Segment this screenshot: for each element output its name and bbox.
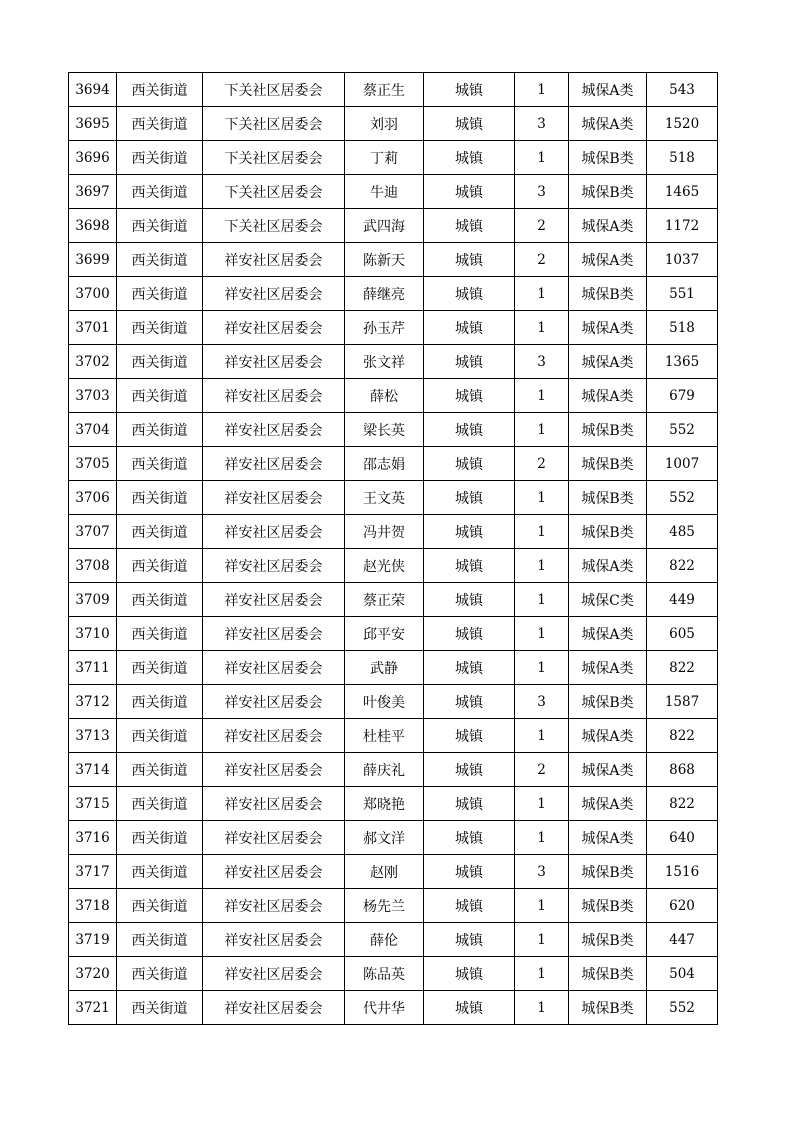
record-number-cell: 3694 [69,73,117,107]
community-name-cell: 祥安社区居委会 [203,413,345,447]
amount-cell: 822 [647,787,718,821]
person-name-cell: 邵志娟 [345,447,424,481]
table-row [69,549,718,583]
record-number-cell: 3704 [69,413,117,447]
person-name-cell: 陈品英 [345,957,424,991]
street-name-cell: 西关街道 [117,141,203,175]
amount-cell: 1520 [647,107,718,141]
street-name-cell: 西关街道 [117,345,203,379]
community-name-cell: 下关社区居委会 [203,107,345,141]
street-name-cell: 西关街道 [117,923,203,957]
household-count-cell: 1 [515,311,569,345]
insurance-category-cell: 城保A类 [569,311,647,345]
street-name-cell: 西关街道 [117,957,203,991]
table-row [69,311,718,345]
area-type-cell: 城镇 [424,413,515,447]
area-type-cell: 城镇 [424,345,515,379]
amount-cell: 1172 [647,209,718,243]
area-type-cell: 城镇 [424,311,515,345]
person-name-cell: 薛庆礼 [345,753,424,787]
person-name-cell: 牛迪 [345,175,424,209]
insurance-category-cell: 城保A类 [569,379,647,413]
person-name-cell: 冯井贺 [345,515,424,549]
amount-cell: 543 [647,73,718,107]
street-name-cell: 西关街道 [117,209,203,243]
household-count-cell: 1 [515,889,569,923]
table-row [69,753,718,787]
street-name-cell: 西关街道 [117,617,203,651]
amount-cell: 552 [647,991,718,1025]
amount-cell: 1516 [647,855,718,889]
street-name-cell: 西关街道 [117,481,203,515]
household-count-cell: 3 [515,107,569,141]
record-number-cell: 3721 [69,991,117,1025]
household-count-cell: 1 [515,617,569,651]
street-name-cell: 西关街道 [117,719,203,753]
record-number-cell: 3707 [69,515,117,549]
amount-cell: 485 [647,515,718,549]
street-name-cell: 西关街道 [117,515,203,549]
record-number-cell: 3712 [69,685,117,719]
person-name-cell: 薛伦 [345,923,424,957]
area-type-cell: 城镇 [424,923,515,957]
table-row [69,787,718,821]
community-name-cell: 祥安社区居委会 [203,515,345,549]
insurance-category-cell: 城保B类 [569,175,647,209]
insurance-category-cell: 城保A类 [569,617,647,651]
record-number-cell: 3716 [69,821,117,855]
community-name-cell: 下关社区居委会 [203,175,345,209]
community-name-cell: 祥安社区居委会 [203,243,345,277]
table-row [69,345,718,379]
street-name-cell: 西关街道 [117,379,203,413]
insurance-category-cell: 城保B类 [569,889,647,923]
table-row [69,73,718,107]
table-row [69,923,718,957]
street-name-cell: 西关街道 [117,821,203,855]
community-name-cell: 祥安社区居委会 [203,889,345,923]
table-row [69,209,718,243]
record-number-cell: 3718 [69,889,117,923]
area-type-cell: 城镇 [424,141,515,175]
area-type-cell: 城镇 [424,243,515,277]
amount-cell: 504 [647,957,718,991]
roster-body [69,73,718,1025]
amount-cell: 822 [647,651,718,685]
area-type-cell: 城镇 [424,753,515,787]
record-number-cell: 3696 [69,141,117,175]
community-name-cell: 祥安社区居委会 [203,549,345,583]
area-type-cell: 城镇 [424,481,515,515]
household-count-cell: 1 [515,923,569,957]
record-number-cell: 3699 [69,243,117,277]
insurance-category-cell: 城保B类 [569,515,647,549]
household-count-cell: 1 [515,787,569,821]
street-name-cell: 西关街道 [117,855,203,889]
street-name-cell: 西关街道 [117,583,203,617]
household-count-cell: 1 [515,481,569,515]
table-row [69,821,718,855]
area-type-cell: 城镇 [424,889,515,923]
table-row [69,481,718,515]
insurance-category-cell: 城保B类 [569,855,647,889]
area-type-cell: 城镇 [424,515,515,549]
insurance-category-cell: 城保A类 [569,821,647,855]
household-count-cell: 3 [515,685,569,719]
person-name-cell: 武静 [345,651,424,685]
household-count-cell: 1 [515,515,569,549]
community-name-cell: 祥安社区居委会 [203,379,345,413]
insurance-category-cell: 城保A类 [569,243,647,277]
area-type-cell: 城镇 [424,379,515,413]
record-number-cell: 3697 [69,175,117,209]
record-number-cell: 3710 [69,617,117,651]
person-name-cell: 孙玉芹 [345,311,424,345]
community-name-cell: 祥安社区居委会 [203,821,345,855]
community-name-cell: 下关社区居委会 [203,209,345,243]
street-name-cell: 西关街道 [117,311,203,345]
community-name-cell: 祥安社区居委会 [203,787,345,821]
person-name-cell: 杜桂平 [345,719,424,753]
area-type-cell: 城镇 [424,821,515,855]
area-type-cell: 城镇 [424,107,515,141]
record-number-cell: 3713 [69,719,117,753]
person-name-cell: 蔡正生 [345,73,424,107]
insurance-category-cell: 城保A类 [569,549,647,583]
table-row [69,379,718,413]
record-number-cell: 3702 [69,345,117,379]
insurance-category-cell: 城保B类 [569,991,647,1025]
community-name-cell: 祥安社区居委会 [203,583,345,617]
insurance-category-cell: 城保B类 [569,685,647,719]
amount-cell: 605 [647,617,718,651]
street-name-cell: 西关街道 [117,753,203,787]
area-type-cell: 城镇 [424,175,515,209]
street-name-cell: 西关街道 [117,447,203,481]
area-type-cell: 城镇 [424,583,515,617]
insurance-category-cell: 城保A类 [569,209,647,243]
insurance-category-cell: 城保B类 [569,413,647,447]
community-name-cell: 祥安社区居委会 [203,277,345,311]
insurance-category-cell: 城保A类 [569,73,647,107]
record-number-cell: 3715 [69,787,117,821]
record-number-cell: 3711 [69,651,117,685]
area-type-cell: 城镇 [424,651,515,685]
street-name-cell: 西关街道 [117,787,203,821]
amount-cell: 1007 [647,447,718,481]
community-name-cell: 祥安社区居委会 [203,685,345,719]
insurance-category-cell: 城保B类 [569,957,647,991]
table-row [69,413,718,447]
household-count-cell: 2 [515,753,569,787]
amount-cell: 551 [647,277,718,311]
table-row [69,719,718,753]
record-number-cell: 3695 [69,107,117,141]
amount-cell: 1037 [647,243,718,277]
person-name-cell: 蔡正荣 [345,583,424,617]
area-type-cell: 城镇 [424,719,515,753]
insurance-category-cell: 城保A类 [569,651,647,685]
amount-cell: 552 [647,413,718,447]
record-number-cell: 3717 [69,855,117,889]
amount-cell: 447 [647,923,718,957]
record-number-cell: 3708 [69,549,117,583]
amount-cell: 1587 [647,685,718,719]
table-row [69,277,718,311]
street-name-cell: 西关街道 [117,549,203,583]
table-row [69,855,718,889]
table-row [69,515,718,549]
table-row [69,651,718,685]
household-count-cell: 1 [515,277,569,311]
street-name-cell: 西关街道 [117,889,203,923]
area-type-cell: 城镇 [424,277,515,311]
table-row [69,141,718,175]
record-number-cell: 3703 [69,379,117,413]
person-name-cell: 武四海 [345,209,424,243]
street-name-cell: 西关街道 [117,651,203,685]
table-row [69,685,718,719]
record-number-cell: 3720 [69,957,117,991]
area-type-cell: 城镇 [424,549,515,583]
table-row [69,957,718,991]
person-name-cell: 丁莉 [345,141,424,175]
amount-cell: 552 [647,481,718,515]
record-number-cell: 3706 [69,481,117,515]
household-count-cell: 3 [515,175,569,209]
person-name-cell: 薛松 [345,379,424,413]
person-name-cell: 代井华 [345,991,424,1025]
person-name-cell: 邱平安 [345,617,424,651]
table-row [69,447,718,481]
area-type-cell: 城镇 [424,73,515,107]
insurance-category-cell: 城保A类 [569,719,647,753]
street-name-cell: 西关街道 [117,413,203,447]
insurance-category-cell: 城保A类 [569,107,647,141]
roster-table [68,72,718,1025]
person-name-cell: 赵刚 [345,855,424,889]
person-name-cell: 郝文洋 [345,821,424,855]
household-count-cell: 3 [515,345,569,379]
record-number-cell: 3698 [69,209,117,243]
area-type-cell: 城镇 [424,685,515,719]
table-row [69,107,718,141]
community-name-cell: 祥安社区居委会 [203,719,345,753]
household-count-cell: 2 [515,447,569,481]
amount-cell: 822 [647,719,718,753]
person-name-cell: 叶俊美 [345,685,424,719]
table-row [69,583,718,617]
household-count-cell: 1 [515,583,569,617]
street-name-cell: 西关街道 [117,685,203,719]
amount-cell: 1365 [647,345,718,379]
community-name-cell: 祥安社区居委会 [203,617,345,651]
area-type-cell: 城镇 [424,209,515,243]
street-name-cell: 西关街道 [117,277,203,311]
community-name-cell: 祥安社区居委会 [203,311,345,345]
record-number-cell: 3714 [69,753,117,787]
person-name-cell: 陈新天 [345,243,424,277]
record-number-cell: 3709 [69,583,117,617]
household-count-cell: 1 [515,991,569,1025]
person-name-cell: 薛继亮 [345,277,424,311]
person-name-cell: 赵光侠 [345,549,424,583]
person-name-cell: 张文祥 [345,345,424,379]
household-count-cell: 1 [515,379,569,413]
community-name-cell: 祥安社区居委会 [203,481,345,515]
insurance-category-cell: 城保B类 [569,141,647,175]
table-row [69,889,718,923]
street-name-cell: 西关街道 [117,991,203,1025]
insurance-category-cell: 城保C类 [569,583,647,617]
area-type-cell: 城镇 [424,991,515,1025]
amount-cell: 640 [647,821,718,855]
community-name-cell: 下关社区居委会 [203,73,345,107]
area-type-cell: 城镇 [424,787,515,821]
insurance-category-cell: 城保A类 [569,753,647,787]
household-count-cell: 1 [515,957,569,991]
record-number-cell: 3705 [69,447,117,481]
record-number-cell: 3701 [69,311,117,345]
amount-cell: 620 [647,889,718,923]
table-row [69,991,718,1025]
insurance-category-cell: 城保B类 [569,923,647,957]
household-count-cell: 2 [515,209,569,243]
community-name-cell: 祥安社区居委会 [203,345,345,379]
insurance-category-cell: 城保A类 [569,787,647,821]
insurance-category-cell: 城保B类 [569,277,647,311]
household-count-cell: 1 [515,549,569,583]
person-name-cell: 郑晓艳 [345,787,424,821]
record-number-cell: 3719 [69,923,117,957]
area-type-cell: 城镇 [424,617,515,651]
table-row [69,175,718,209]
insurance-category-cell: 城保A类 [569,345,647,379]
household-count-cell: 1 [515,413,569,447]
amount-cell: 679 [647,379,718,413]
record-number-cell: 3700 [69,277,117,311]
insurance-category-cell: 城保B类 [569,481,647,515]
person-name-cell: 王文英 [345,481,424,515]
amount-cell: 1465 [647,175,718,209]
household-count-cell: 1 [515,141,569,175]
amount-cell: 518 [647,141,718,175]
household-count-cell: 1 [515,821,569,855]
person-name-cell: 刘羽 [345,107,424,141]
insurance-category-cell: 城保B类 [569,447,647,481]
person-name-cell: 杨先兰 [345,889,424,923]
street-name-cell: 西关街道 [117,73,203,107]
household-count-cell: 1 [515,651,569,685]
household-count-cell: 1 [515,719,569,753]
household-count-cell: 1 [515,73,569,107]
table-row [69,617,718,651]
community-name-cell: 祥安社区居委会 [203,753,345,787]
community-name-cell: 祥安社区居委会 [203,855,345,889]
amount-cell: 518 [647,311,718,345]
community-name-cell: 祥安社区居委会 [203,957,345,991]
area-type-cell: 城镇 [424,447,515,481]
community-name-cell: 祥安社区居委会 [203,651,345,685]
street-name-cell: 西关街道 [117,175,203,209]
amount-cell: 868 [647,753,718,787]
amount-cell: 822 [647,549,718,583]
area-type-cell: 城镇 [424,855,515,889]
amount-cell: 449 [647,583,718,617]
table-row [69,243,718,277]
household-count-cell: 2 [515,243,569,277]
community-name-cell: 祥安社区居委会 [203,447,345,481]
household-count-cell: 3 [515,855,569,889]
person-name-cell: 梁长英 [345,413,424,447]
community-name-cell: 祥安社区居委会 [203,923,345,957]
community-name-cell: 下关社区居委会 [203,141,345,175]
community-name-cell: 祥安社区居委会 [203,991,345,1025]
street-name-cell: 西关街道 [117,107,203,141]
area-type-cell: 城镇 [424,957,515,991]
street-name-cell: 西关街道 [117,243,203,277]
